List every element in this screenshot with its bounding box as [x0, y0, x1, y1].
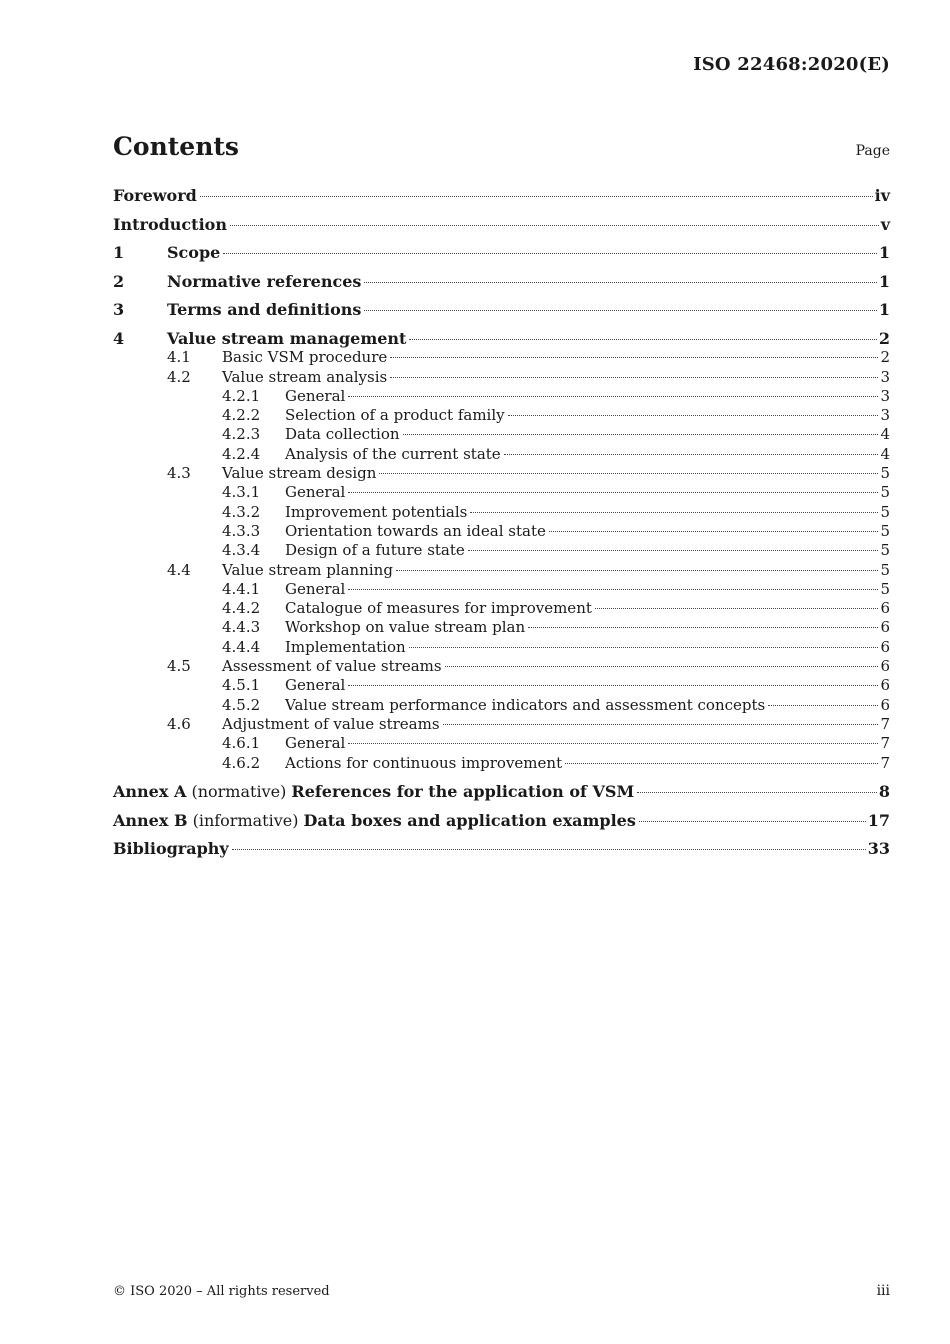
dot-leader [364, 310, 876, 311]
toc-entry-title: General [285, 676, 346, 695]
toc-entry-page: 3 [880, 386, 890, 405]
toc-entry-page: 5 [880, 464, 890, 483]
toc-entry-number: 4.5 [167, 657, 191, 676]
dot-leader [232, 849, 866, 850]
toc-entry-page: 33 [867, 839, 890, 859]
toc-entry[interactable] [113, 406, 890, 425]
toc-entry-number: 4.2.2 [222, 406, 261, 425]
footer-page-number: iii [876, 1283, 890, 1299]
toc-entry-title: Value stream analysis [222, 367, 388, 386]
document-id: ISO 22468:2020(E) [693, 54, 890, 75]
toc-entry[interactable] [113, 186, 890, 205]
toc-entry[interactable] [113, 329, 890, 348]
toc-entry[interactable] [113, 300, 890, 319]
dot-leader [348, 396, 878, 397]
dot-leader [223, 253, 877, 254]
toc-entry-title: Scope [167, 243, 221, 263]
toc-entry-page: v [880, 214, 890, 234]
toc-entry-page: 17 [867, 810, 890, 830]
toc-entry-number: 4.4.4 [222, 637, 261, 656]
toc-entry[interactable] [113, 348, 890, 367]
toc-entry-page: 5 [880, 560, 890, 579]
dot-leader [528, 627, 878, 628]
toc-entry-number: 4.4.3 [222, 618, 261, 637]
toc-entry-page: 6 [880, 599, 890, 618]
toc-entry-number: 4.2 [167, 367, 191, 386]
toc-entry-page: 1 [878, 300, 890, 320]
toc-entry-title: Normative references [167, 271, 362, 291]
toc-entry-title: Design of a future state [285, 541, 465, 560]
toc-entry-title: General [285, 386, 346, 405]
dot-leader [504, 454, 879, 455]
toc-entry-page: 3 [880, 367, 890, 386]
toc-entry-title: Annex A (normative) References for the application of VSM [113, 782, 635, 802]
toc-entry-title: General [285, 734, 346, 753]
toc-entry-number: 4.5.2 [222, 695, 261, 714]
toc-entry-number: 1 [113, 243, 125, 263]
dot-leader [364, 282, 876, 283]
toc-entry[interactable] [113, 715, 890, 734]
toc-entry[interactable] [113, 368, 890, 387]
toc-entry-page: 5 [880, 483, 890, 502]
toc-entry-title: Actions for continuous improvement [285, 753, 563, 772]
toc-entry-number: 4.2.4 [222, 444, 261, 463]
toc-entry-title: Workshop on value stream plan [285, 618, 526, 637]
toc-entry-page: 6 [880, 676, 890, 695]
toc-entry-number: 4.3.3 [222, 521, 261, 540]
toc-entry[interactable] [113, 464, 890, 483]
toc-entry[interactable] [113, 638, 890, 657]
toc-entry-title: Catalogue of measures for improvement [285, 599, 592, 618]
dot-leader [637, 792, 877, 793]
toc-entry-page: 8 [878, 782, 890, 802]
toc-entry[interactable] [113, 580, 890, 599]
toc-entry-title: Value stream performance indicators and assessment concepts [285, 695, 766, 714]
toc-entry-title: Value stream management [167, 328, 407, 348]
toc-entry[interactable] [113, 272, 890, 291]
toc-entry-number: 4.2.1 [222, 386, 261, 405]
toc-entry[interactable] [113, 657, 890, 676]
dot-leader [595, 608, 879, 609]
dot-leader [348, 589, 878, 590]
toc-entry-title: Foreword [113, 186, 197, 205]
toc-entry[interactable] [113, 425, 890, 444]
toc-entry-page: 2 [878, 328, 890, 348]
dot-leader [639, 821, 866, 822]
toc-entry[interactable] [113, 782, 890, 801]
toc-entry-number: 4.1 [167, 348, 191, 367]
toc-entry[interactable] [113, 445, 890, 464]
dot-leader [390, 377, 878, 378]
dot-leader [409, 647, 879, 648]
toc-entry-title: Bibliography [113, 839, 229, 859]
toc-entry-title: Annex B (informative) Data boxes and application examples [113, 810, 636, 830]
toc-entry[interactable] [113, 618, 890, 637]
toc-entry-number: 4.6.1 [222, 734, 261, 753]
dot-leader [768, 705, 878, 706]
dot-leader [468, 550, 879, 551]
toc-entry[interactable] [113, 522, 890, 541]
dot-leader [348, 492, 878, 493]
toc-entry-title: General [285, 579, 346, 598]
toc-entry-number: 4.4.2 [222, 599, 261, 618]
toc-entry-title: Analysis of the current state [285, 444, 501, 463]
dot-leader [379, 473, 878, 474]
toc-entry-title: Value stream planning [222, 560, 393, 579]
toc-entry-number: 4 [113, 328, 125, 348]
toc-entry-number: 3 [113, 300, 125, 320]
dot-leader [348, 743, 878, 744]
toc-entry-page: 6 [880, 695, 890, 714]
toc-entry-page: 3 [880, 406, 890, 425]
toc-entry-number: 4.6 [167, 714, 191, 733]
dot-leader [390, 357, 878, 358]
footer-copyright: © ISO 2020 – All rights reserved [113, 1284, 330, 1299]
toc-entry-title: Data collection [285, 425, 400, 444]
toc-entry[interactable] [113, 811, 890, 830]
toc-entry-title: Introduction [113, 214, 227, 234]
toc-entry[interactable] [113, 215, 890, 234]
toc-entry-title: General [285, 483, 346, 502]
toc-entry[interactable] [113, 541, 890, 560]
toc-entry-page: 5 [880, 521, 890, 540]
toc-entry-page: 5 [880, 502, 890, 521]
dot-leader [443, 724, 879, 725]
dot-leader [230, 225, 879, 226]
dot-leader [508, 415, 879, 416]
toc-entry-page: 5 [880, 541, 890, 560]
toc-entry[interactable] [113, 676, 890, 695]
toc-entry-page: 2 [880, 348, 890, 367]
toc-entry[interactable] [113, 696, 890, 715]
toc-entry-page: 1 [878, 243, 890, 263]
toc-entry[interactable] [113, 839, 890, 858]
toc-entry-page: 4 [880, 425, 890, 444]
contents-heading: Contents [113, 132, 240, 161]
toc-entry-number: 4.2.3 [222, 425, 261, 444]
dot-leader [348, 685, 878, 686]
dot-leader [396, 570, 879, 571]
toc-entry-page: 4 [880, 444, 890, 463]
toc-entry[interactable] [113, 243, 890, 262]
dot-leader [409, 339, 876, 340]
dot-leader [445, 666, 879, 667]
dot-leader [565, 763, 878, 764]
toc-entry-title: Assessment of value streams [222, 657, 442, 676]
toc-entry-number: 4.6.2 [222, 753, 261, 772]
toc-entry-number: 4.3.2 [222, 502, 261, 521]
toc-entry-page: iv [874, 186, 890, 205]
toc-entry-title: Selection of a product family [285, 406, 505, 425]
toc-entry-title: Value stream design [222, 464, 377, 483]
toc-entry-title: Basic VSM procedure [222, 348, 388, 367]
table-of-contents [113, 186, 890, 859]
toc-entry-page: 1 [878, 271, 890, 291]
toc-entry-number: 4.3 [167, 464, 191, 483]
toc-entry-number: 4.4.1 [222, 579, 261, 598]
dot-leader [470, 512, 878, 513]
toc-entry-title: Terms and definitions [167, 300, 362, 320]
toc-entry-number: 2 [113, 271, 125, 291]
toc-entry[interactable] [113, 561, 890, 580]
toc-entry-title: Adjustment of value streams [222, 714, 440, 733]
toc-entry-page: 7 [880, 753, 890, 772]
toc-entry-number: 4.3.4 [222, 541, 261, 560]
page-column-label: Page [855, 143, 890, 159]
toc-entry-page: 7 [880, 734, 890, 753]
toc-entry-title: Implementation [285, 637, 406, 656]
toc-entry[interactable] [113, 387, 890, 406]
dot-leader [403, 434, 879, 435]
toc-entry-number: 4.5.1 [222, 676, 261, 695]
toc-entry-title: Orientation towards an ideal state [285, 521, 546, 540]
toc-entry[interactable] [113, 599, 890, 618]
toc-entry[interactable] [113, 734, 890, 753]
dot-leader [200, 196, 873, 197]
toc-entry-title: Improvement potentials [285, 502, 468, 521]
toc-entry-number: 4.4 [167, 560, 191, 579]
toc-entry-page: 7 [880, 714, 890, 733]
toc-entry-page: 6 [880, 657, 890, 676]
toc-entry[interactable] [113, 503, 890, 522]
toc-entry[interactable] [113, 754, 890, 773]
toc-entry-page: 6 [880, 618, 890, 637]
toc-entry[interactable] [113, 483, 890, 502]
dot-leader [549, 531, 879, 532]
toc-entry-number: 4.3.1 [222, 483, 261, 502]
toc-entry-page: 6 [880, 637, 890, 656]
toc-entry-page: 5 [880, 579, 890, 598]
